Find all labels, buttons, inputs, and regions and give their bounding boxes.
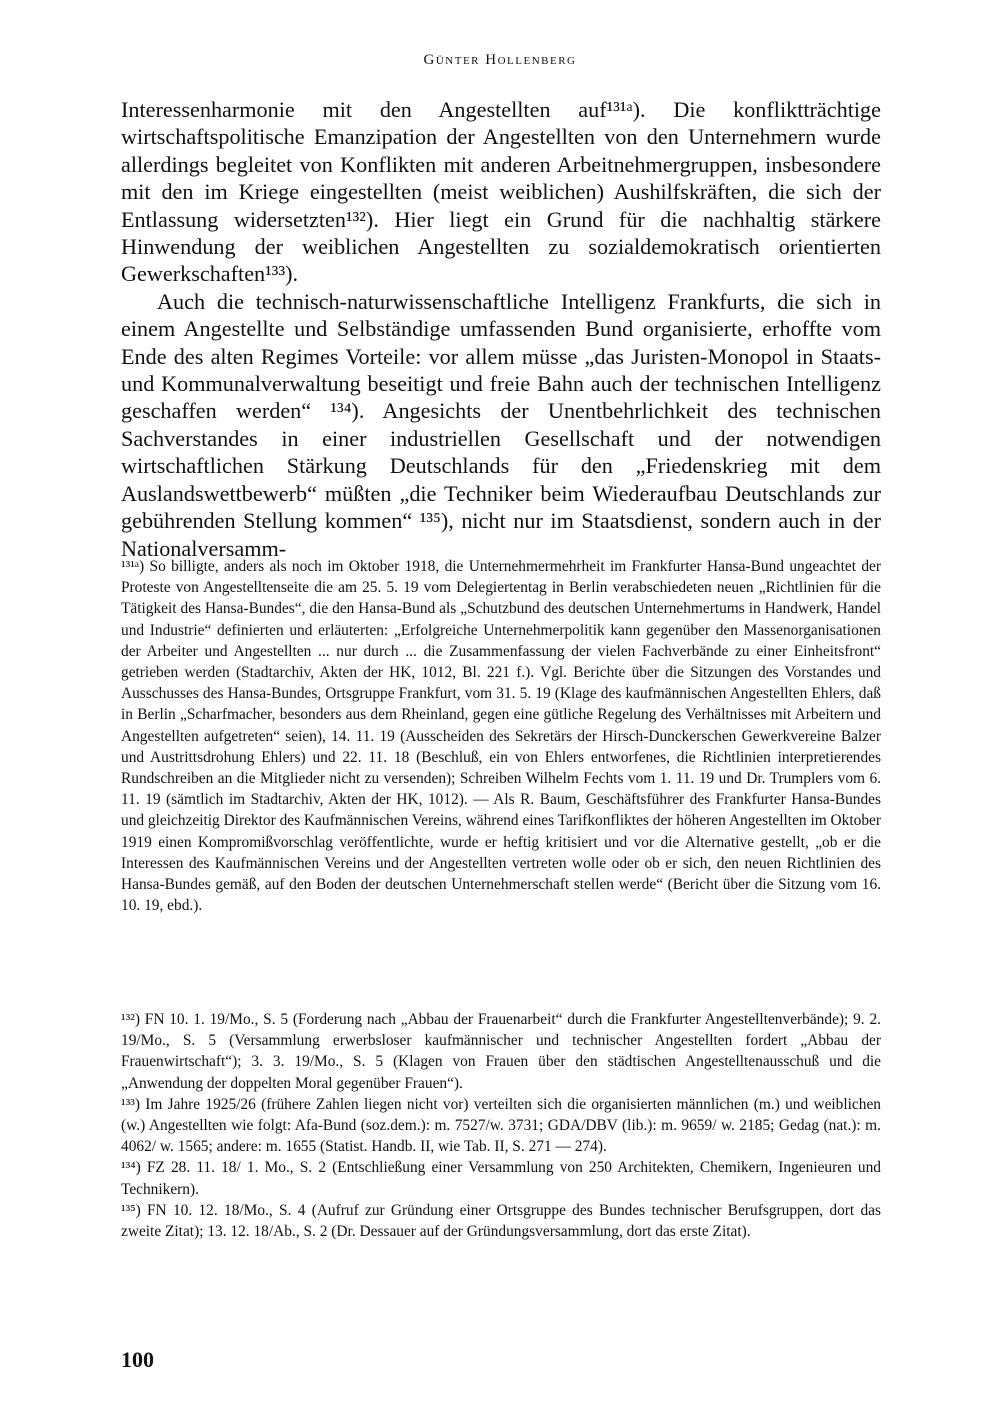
running-head: Günter Hollenberg	[423, 52, 577, 68]
footnote-block-first	[121, 556, 881, 916]
body-paragraph: Interessenharmonie mit den Angestellten auf¹³¹ᵃ). Die konfliktträchtige wirtschaftspolitische Emanzipation der Angestellten von den Unternehmern wurde allerdings begleitet von Konflikten mit anderen Arbeitnehmergruppen, insbesondere mit den im Kriege eingestellten (meist weiblichen) Aushilfskräften, die sich der Entlassung widersetzten¹³²). Hier liegt ein Grund für die nachhaltig stärkere Hinwendung der weiblichen Angestellten zu sozialdemokratisch orientierten Gewerkschaften¹³³).	[121, 97, 881, 287]
body-paragraph: Auch die technisch-naturwissenschaftliche Intelligenz Frankfurts, die sich in einem Angestellte und Selbständige umfassenden Bund organisierte, erhoffte vom Ende des alten Regimes Vorteile: vor allem müsse „das Juristen-Monopol in Staats- und Kommunalverwaltung beseitigt und freie Bahn auch der technischen Intelligenz geschaffen werden“ ¹³⁴). Angesichts der Unentbehrlichkeit des technischen Sachverstandes in einer industriellen Gesellschaft und der notwendigen wirtschaftlichen Stärkung Deutschlands für den „Friedenskrieg mit dem Auslandswettbewerb“ müßten „die Techniker beim Wiederaufbau Deutschlands zur gebührenden Stellung kommen“ ¹³⁵), nicht nur im Staatsdienst, sondern auch in der Nationalversamm-	[121, 288, 881, 561]
footnote-135: ¹³⁵) FN 10. 12. 18/Mo., S. 4 (Aufruf zur Gründung einer Ortsgruppe des Bundes technischer Berufsgruppen, dort das zweite Zitat); 13. 12. 18/Ab., S. 2 (Dr. Dessauer auf der Gründungsversammlung, dort das erste Zitat).	[121, 1201, 881, 1241]
footnote-block-second	[121, 1009, 881, 1242]
footnote-131a: ¹³¹ᵃ) So billigte, anders als noch im Oktober 1918, die Unternehmermehrheit im Frankfurter Hansa-Bund ungeachtet der Proteste von Angestelltenseite die am 25. 5. 19 vom Delegiertentag in Berlin verabschiedeten neuen „Richtlinien für die Tätigkeit des Hansa-Bundes“, die den Hansa-Bund als „Schutzbund des deutschen Unternehmertums in Handwerk, Handel und Industrie“ definierten und erläuterten: „Erfolgreiche Unternehmerpolitik kann gegenüber den Massenorganisationen der Arbeiter und Angestellten ... nur durch ... die Zusammenfassung der vielen Fachverbände zu einer Einheitsfront“ getrieben werden (Stadtarchiv, Akten der HK, 1012, Bl. 221 f.). Vgl. Berichte über die Sitzungen des Vorstandes und Ausschusses des Hansa-Bundes, Ortsgruppe Frankfurt, vom 31. 5. 19 (Klage des kaufmännischen Angestellten Ehlers, daß in Berlin „Scharfmacher, besonders aus dem Rheinland, gegen eine gütliche Regelung des Verhältnisses mit Arbeitern und Angestellten aufgetreten“ seien), 14. 11. 19 (Ausscheiden des Sekretärs der Hirsch-Dunckerschen Gewerkvereine Balzer und Austrittsdrohung Ehlers) und 22. 11. 18 (Beschluß, ein von Ehlers entworfenes, die Richtlinien interpretierendes Rundschreiben an die Mitglieder nicht zu versenden); Schreiben Wilhelm Fechts vom 1. 11. 19 und Dr. Trumplers vom 6. 11. 19 (sämtlich im Stadtarchiv, Akten der HK, 1012). — Als R. Baum, Geschäftsführer des Frankfurter Hansa-Bundes und gleichzeitig Direktor des Kaufmännischen Vereins, während eines Tarifkonfliktes der höheren Angestellten im Oktober 1919 einen Kompromißvorschlag veröffentlichte, wurde er heftig kritisiert und vor die Alternative gestellt, „ob er die Interessen des Kaufmännischen Vereins und der Angestellten vertreten wolle oder ob er sich, den neuen Richtlinien des Hansa-Bundes gemäß, auf den Boden der deutschen Unternehmerschaft stellen werde“ (Bericht über die Sitzung vom 16. 10. 19, ebd.).	[121, 558, 881, 915]
footnote-132: ¹³²) FN 10. 1. 19/Mo., S. 5 (Forderung nach „Abbau der Frauenarbeit“ durch die Frankfurter Angestelltenverbände); 9. 2. 19/Mo., S. 5 (Versammlung erwerbsloser kaufmännischer und technischer Angestellten fordert „Abbau der Frauenwirtschaft“); 3. 3. 19/Mo., S. 5 (Klagen von Frauen über den städtischen Angestelltenausschuß und die „Anwendung der doppelten Moral gegenüber Frauen“).	[121, 1011, 881, 1092]
footnote-134: ¹³⁴) FZ 28. 11. 18/ 1. Mo., S. 2 (Entschließung einer Versammlung von 250 Architekten, Chemikern, Ingenieuren und Technikern).	[121, 1159, 881, 1198]
footnote-133: ¹³³) Im Jahre 1925/26 (frühere Zahlen liegen nicht vor) verteilten sich die organisierten männlichen (m.) und weiblichen (w.) Angestellten wie folgt: Afa-Bund (soz.dem.): m. 7527/w. 3731; GDA/DBV (lib.): m. 9659/ w. 2185; Gedag (nat.): m. 4062/ w. 1565; andere: m. 1655 (Statist. Handb. II, wie Tab. II, S. 271 — 274).	[121, 1095, 881, 1156]
page-number: 100	[121, 1347, 154, 1372]
main-text	[121, 96, 881, 562]
